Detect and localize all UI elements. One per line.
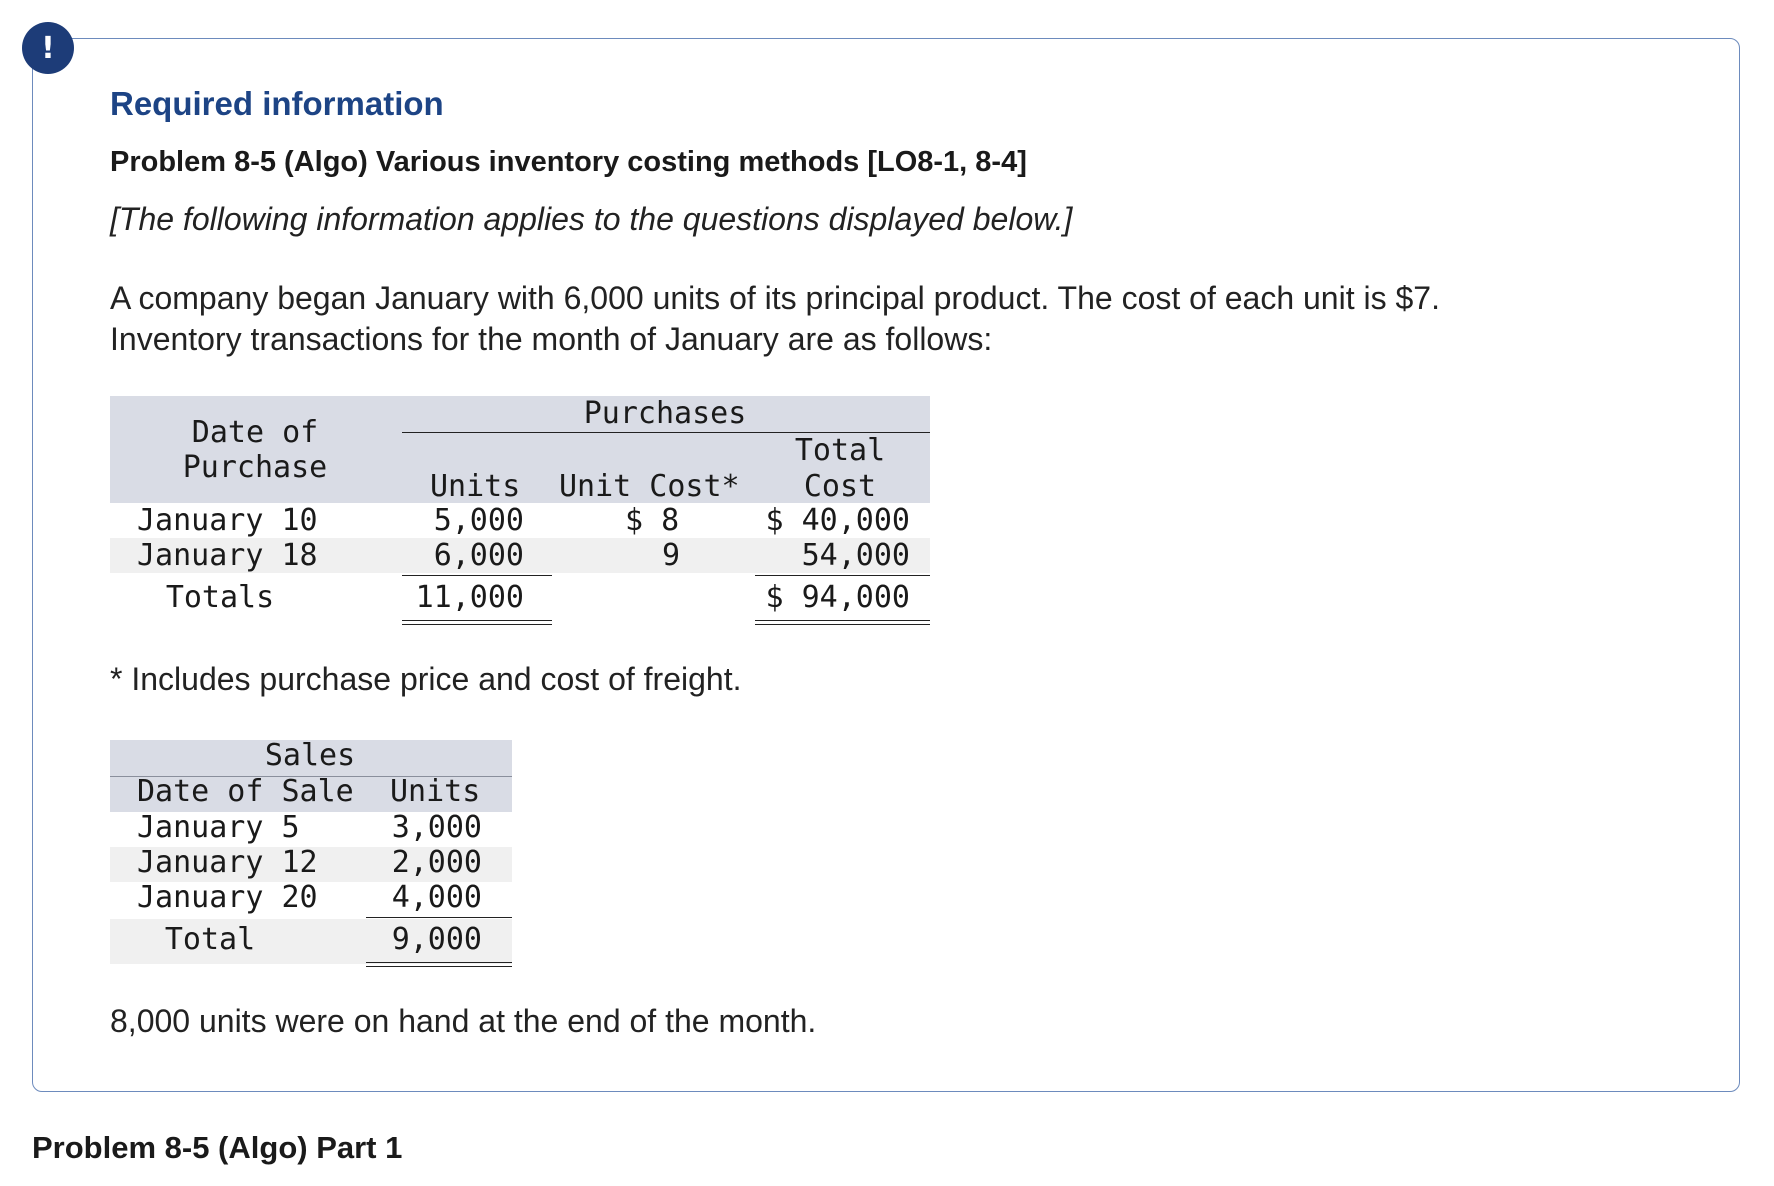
totals-units: 11,000 [415, 580, 524, 615]
sale-date: January 20 [137, 880, 318, 915]
part-heading: Problem 8-5 (Algo) Part 1 [32, 1130, 403, 1165]
problem-title: Problem 8-5 (Algo) Various inventory costing methods [LO8-1, 8-4] [110, 146, 1027, 178]
col-date-of-sale: Date of Sale [137, 774, 354, 809]
purchase-units: 5,000 [433, 503, 524, 538]
totals-cost: $ 94,000 [765, 580, 910, 615]
col-unit-cost: Unit Cost* [559, 469, 740, 504]
sales-total-units: 9,000 [391, 922, 482, 957]
intro-line-2: Inventory transactions for the month of January are as follows: [110, 321, 993, 357]
units-total-double-rule [402, 620, 552, 625]
sale-units: 4,000 [391, 880, 482, 915]
purchases-group-header: Purchases [583, 396, 747, 431]
col-date-of-purchase-2: Purchase [182, 450, 328, 485]
totals-label: Totals [165, 580, 275, 615]
purchase-date: January 10 [137, 503, 318, 538]
units-subtotal-rule [402, 575, 552, 576]
intro-line-1: A company began January with 6,000 units of its principal product. The cost of each unit is $7. [110, 280, 1440, 316]
purchase-unit-cost: 9 [661, 538, 680, 573]
purchase-unit-cost: $ 8 [625, 503, 680, 538]
purchase-date: January 18 [137, 538, 318, 573]
sale-units: 3,000 [391, 810, 482, 845]
col-total-cost-2: Cost [803, 469, 877, 504]
purchase-units: 6,000 [433, 538, 524, 573]
col-sale-units: Units [390, 774, 481, 809]
units-on-hand-statement: 8,000 units were on hand at the end of the month. [110, 1003, 817, 1039]
freight-footnote: * Includes purchase price and cost of freight. [110, 661, 742, 697]
required-info-heading: Required information [110, 85, 444, 122]
sale-date: January 12 [137, 845, 318, 880]
applies-note: [The following information applies to the questions displayed below.] [110, 201, 1073, 237]
sales-total-double-rule [366, 962, 512, 967]
col-units: Units [430, 469, 521, 504]
sale-date: January 5 [137, 810, 300, 845]
col-date-of-purchase-1: Date of [191, 415, 319, 450]
alert-icon: ! [22, 22, 74, 74]
purchase-total-cost: 54,000 [801, 538, 910, 573]
sales-total-label: Total [164, 922, 256, 957]
sale-units: 2,000 [391, 845, 482, 880]
intro-paragraph [110, 278, 1440, 360]
sales-group-header: Sales [264, 738, 356, 773]
sales-subtotal-rule [366, 917, 512, 918]
cost-total-double-rule [755, 620, 930, 625]
col-total-cost-1: Total [794, 433, 886, 468]
cost-subtotal-rule [755, 575, 930, 576]
purchase-total-cost: $ 40,000 [765, 503, 910, 538]
